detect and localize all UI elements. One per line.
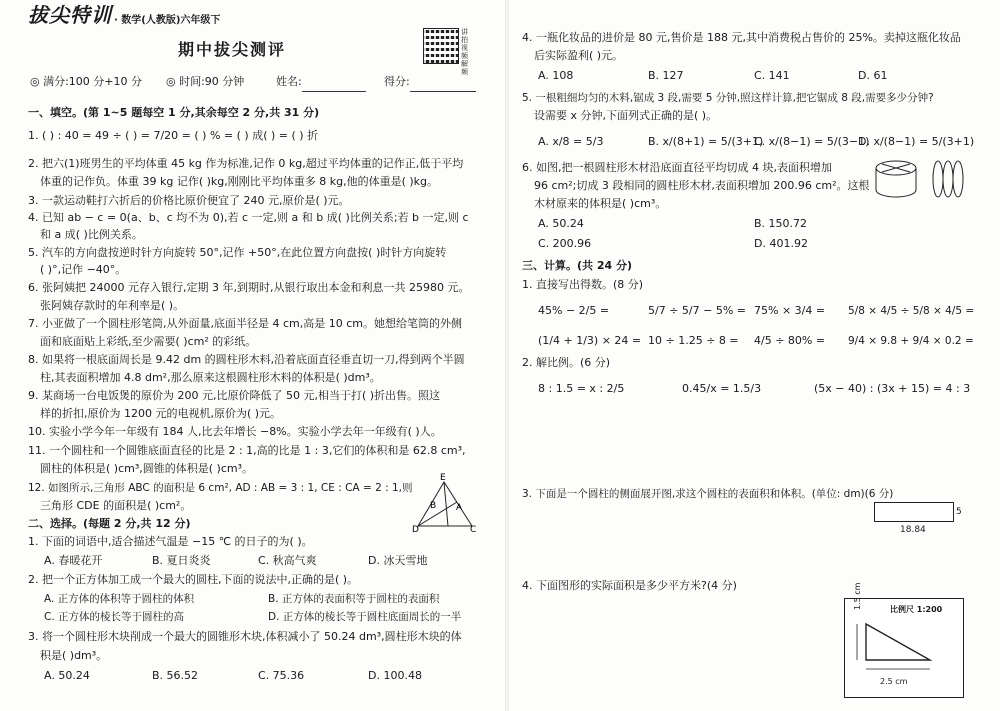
segment-ae: [444, 482, 448, 526]
q2-5-option-d: D. x/(8−1) = 5/(3+1): [858, 135, 975, 148]
question-2-1: 1. 下面的词语中,适合描述气温是 −15 ℃ 的日子的为( )。: [28, 535, 313, 548]
proportion-2: 0.45/x = 1.5/3: [682, 382, 762, 395]
question-1-4b: 和 a 成( )比例关系。: [40, 228, 143, 241]
cylinder-net-rect: [874, 502, 954, 522]
calc-item-6: 10 ÷ 1.25 ÷ 8 =: [648, 334, 739, 347]
question-1-12a: 12. 如图所示,三角形 ABC 的面积是 6 cm², AD : AB = 3 : 1, CE : CA = 2 : 1,则: [28, 482, 413, 494]
full-score: ◎ 满分:100 分+10 分: [30, 75, 143, 88]
question-1-5a: 5. 汽车的方向盘按逆时针方向旋转 50°,记作 +50°,在此位置方向盘按( )时针方向旋转: [28, 246, 447, 259]
question-1-7b: 面和底面贴上彩纸,至少需要( )cm² 的彩纸。: [40, 335, 257, 348]
q2-4-option-c: C. 141: [754, 69, 790, 82]
slice-2: [943, 161, 953, 197]
calc-part-3-title: 3. 下面是一个圆柱的侧面展开图,求这个圆柱的表面积和体积。(单位: dm)(6 分): [522, 488, 894, 500]
question-1-2a: 2. 把六(1)班男生的平均体重 45 kg 作为标准,记作 0 kg,超过平均体重的记作正,低于平均: [28, 157, 464, 170]
calc-item-7: 4/5 ÷ 80% =: [754, 334, 826, 347]
calc-item-4: 5/8 × 4/5 ÷ 5/8 × 4/5 =: [848, 305, 975, 317]
brand-logo: 拔尖特训: [28, 3, 112, 27]
question-2-3a: 3. 将一个圆柱形木块削成一个最大的圆锥形木块,体积减小了 50.24 dm³,圆柱形木块的体: [28, 630, 462, 643]
question-2-4b: 后实际盈利( )元。: [534, 49, 624, 62]
question-1-3: 3. 一款运动鞋打六折后的价格比原价便宜了 240 元,原价是( )元。: [28, 194, 350, 207]
slice-1: [933, 161, 943, 197]
q2-6-option-d: D. 401.92: [754, 237, 808, 250]
q2-2-option-d: D. 正方体的棱长等于圆柱底面周长的一半: [268, 611, 462, 623]
calc-item-2: 5/7 ÷ 5/7 − 5% =: [648, 304, 746, 317]
question-1-8b: 柱,其表面积增加 4.8 dm²,那么原来这根圆柱形木料的体积是( )dm³。: [40, 371, 381, 384]
proportion-3: (5x − 40) : (3x + 15) = 4 : 3: [814, 382, 971, 395]
question-1-10: 10. 实验小学今年一年级有 184 人,比去年增长 −8%。实验小学去年一年级有( )人。: [28, 425, 442, 438]
calc-item-8: 9/4 × 9.8 + 9/4 × 0.2 =: [848, 335, 974, 347]
question-1-11b: 圆柱的体积是( )cm³,圆锥的体积是( )cm³。: [40, 462, 254, 475]
calc-part-4-title: 4. 下面图形的实际面积是多少平方米?(4 分): [522, 579, 737, 592]
qr-label: 讲拍视频解频: [461, 28, 468, 76]
question-1-6b: 张阿姨存款时的年利率是( )。: [40, 299, 185, 312]
calc-part-2-title: 2. 解比例。(6 分): [522, 356, 611, 369]
question-2-2: 2. 把一个正方体加工成一个最大的圆柱,下面的说法中,正确的是( )。: [28, 573, 359, 586]
time-limit: ◎ 时间:90 分钟: [166, 75, 245, 88]
label-d: D: [412, 525, 419, 534]
q2-6-option-c: C. 200.96: [538, 237, 592, 250]
q2-2-option-a: A. 正方体的体积等于圆柱的体积: [44, 593, 195, 605]
question-1-5b: ( )°,记作 −40°。: [40, 263, 127, 276]
q2-2-option-c: C. 正方体的棱长等于圆柱的高: [44, 611, 185, 623]
question-1-4a: 4. 已知 ab − c = 0(a、b、c 均不为 0),若 c 一定,则 a 和 b 成( )比例关系;若 b 一定,则 c: [28, 211, 469, 224]
question-2-3b: 积是( )dm³。: [40, 649, 108, 662]
triangle-width-label: 2.5 cm: [880, 677, 908, 686]
q2-5-option-a: A. x/8 = 5/3: [538, 135, 604, 148]
q2-3-option-a: A. 50.24: [44, 669, 90, 682]
cylinder-figure: [872, 156, 970, 202]
page-fold: [505, 0, 509, 711]
net-width-label: 18.84: [900, 525, 926, 535]
triangle-height-label: 1.5 cm: [853, 582, 862, 610]
question-1-11a: 11. 一个圆柱和一个圆锥底面直径的比是 2 : 1,高的比是 1 : 3,它们的体积和是 62.8 cm³,: [28, 444, 466, 457]
cylinder-bottom: [876, 190, 916, 197]
qr-code-icon: [423, 28, 459, 64]
q2-1-option-a: A. 春暖花开: [44, 554, 103, 567]
question-2-6c: 木材原来的体积是( )cm³。: [534, 197, 667, 210]
question-2-6a: 6. 如图,把一根圆柱形木材沿底面直径平均切成 4 块,表面积增加: [522, 161, 832, 174]
section-1-title: 一、填空。(第 1~5 题每空 1 分,其余每空 2 分,共 31 分): [28, 106, 320, 119]
q2-3-option-c: C. 75.36: [258, 669, 305, 682]
book-subtitle: · 数学(人教版)六年级下: [114, 15, 221, 26]
q2-4-option-b: B. 127: [648, 69, 684, 82]
q2-1-option-b: B. 夏日炎炎: [152, 554, 211, 567]
label-b: B: [430, 501, 437, 511]
question-1-1: 1. ( ) : 40 = 49 ÷ ( ) = 7/20 = ( ) % = ( ) 成( ) = ( ) 折: [28, 129, 319, 142]
calc-item-5: (1/4 + 1/3) × 24 =: [538, 334, 642, 347]
calc-item-1: 45% − 2/5 =: [538, 304, 610, 317]
question-2-5b: 设需要 x 分钟,下面列式正确的是( )。: [534, 109, 718, 122]
q2-3-option-d: D. 100.48: [368, 669, 422, 682]
name-label: 姓名:: [276, 72, 366, 92]
q2-4-option-a: A. 108: [538, 69, 574, 82]
right-page: [522, 0, 974, 711]
score-label: 得分:: [384, 72, 476, 92]
question-1-9a: 9. 某商场一台电饭煲的原价为 200 元,比原价降低了 50 元,相当于打( )折出售。照这: [28, 389, 441, 402]
label-c: C: [470, 525, 477, 534]
segment-de: [418, 502, 457, 526]
question-2-4a: 4. 一瓶化妆品的进价是 80 元,售价是 188 元,其中消费税占售价的 25%。卖掉这瓶化妆品: [522, 31, 961, 44]
left-page: [28, 0, 494, 711]
q2-6-option-a: A. 50.24: [538, 217, 584, 230]
q2-5-option-b: B. x/(8+1) = 5/(3+1): [648, 135, 764, 148]
q2-5-option-c: C. x/(8−1) = 5/(3−1): [754, 135, 870, 148]
page-title: 期中拔尖测评: [178, 40, 287, 59]
question-1-8a: 8. 如果将一根底面周长是 9.42 dm 的圆柱形木料,沿着底面直径垂直切一刀,得到两个半圆: [28, 353, 465, 366]
question-1-6a: 6. 张阿姨把 24000 元存入银行,定期 3 年,到期时,从银行取出本金和利息一共 25980 元。: [28, 281, 470, 294]
q2-1-option-c: C. 秋高气爽: [258, 554, 317, 567]
question-1-2b: 体重的记作负。体重 39 kg 记作( )kg,刚刚比平均体重多 8 kg,他的体重是( )kg。: [40, 175, 439, 188]
calc-item-3: 75% × 3/4 =: [754, 304, 826, 317]
scale-label: 比例尺 1:200: [890, 605, 943, 614]
question-1-7a: 7. 小亚做了一个圆柱形笔筒,从外面量,底面半径是 4 cm,高是 10 cm。她想给笔筒的外侧: [28, 317, 462, 330]
section-3-title: 三、计算。(共 24 分): [522, 259, 633, 272]
proportion-1: 8 : 1.5 = x : 2/5: [538, 382, 625, 395]
q2-2-option-b: B. 正方体的表面积等于圆柱的表面积: [268, 593, 440, 605]
triangle-figure: [412, 472, 478, 534]
label-e: E: [440, 473, 446, 483]
q2-6-option-b: B. 150.72: [754, 217, 808, 230]
right-triangle: [866, 624, 930, 660]
slice-3: [953, 161, 963, 197]
q2-1-option-d: D. 冰天雪地: [368, 554, 428, 567]
calc-part-1-title: 1. 直接写出得数。(8 分): [522, 278, 644, 291]
question-2-5a: 5. 一根粗细均匀的木料,锯成 3 段,需要 5 分钟,照这样计算,把它锯成 8 段,需要多少分钟?: [522, 92, 934, 104]
section-2-title: 二、选择。(每题 2 分,共 12 分): [28, 517, 191, 530]
net-height-label: 5: [956, 507, 962, 517]
question-2-6b: 96 cm²;切成 3 段相同的圆柱形木材,表面积增加 200.96 cm²。这根: [534, 179, 870, 192]
q2-4-option-d: D. 61: [858, 69, 888, 82]
label-a: A: [456, 503, 463, 513]
question-1-9b: 样的折扣,原价为 1200 元的电视机,原价为( )元。: [40, 407, 282, 420]
q2-3-option-b: B. 56.52: [152, 669, 199, 682]
question-1-12b: 三角形 CDE 的面积是( )cm²。: [40, 499, 192, 512]
